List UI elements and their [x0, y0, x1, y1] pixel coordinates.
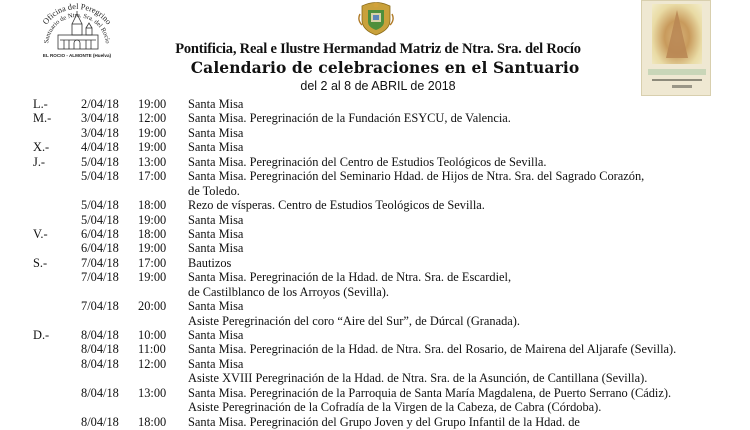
- description: Santa Misa. Peregrinación de la Parroquia de Santa María Magdalena, de Puerto Serrano (Cádiz).: [188, 385, 672, 400]
- time: 13:00: [138, 385, 167, 400]
- description: Santa Misa: [188, 226, 244, 241]
- date: 6/04/18: [81, 226, 119, 241]
- description: de Toledo.: [188, 183, 240, 198]
- description: Santa Misa. Peregrinación del Grupo Joven y del Grupo Infantil de la Hdad. de: [188, 414, 580, 429]
- calendar-title: [0, 58, 750, 77]
- svg-text:Oficina del Peregrino: Oficina del Peregrino: [40, 1, 114, 27]
- time: 17:00: [138, 169, 167, 184]
- day: L.-: [33, 97, 48, 111]
- description: Asiste Peregrinación del coro “Aire del Sur”, de Dúrcal (Granada).: [188, 313, 521, 328]
- time: 10:00: [138, 328, 167, 342]
- date: 6/04/18: [81, 241, 119, 256]
- description: Santa Misa. Peregrinación de la Hdad. de Ntra. Sra. del Rosario, de Mairena del Aljarafe (Sevilla).: [188, 342, 677, 357]
- schedule-row: [0, 328, 750, 342]
- day: D.-: [33, 328, 50, 342]
- date: 5/04/18: [81, 212, 119, 227]
- description: Asiste XVIII Peregrinación de la Hdad. de Ntra. Sra. de la Asunción, de Cantillana (Sevilla).: [188, 371, 648, 386]
- time: 12:00: [138, 111, 167, 126]
- date: 8/04/18: [81, 385, 119, 400]
- day: V.-: [33, 226, 48, 241]
- schedule-row: [0, 97, 750, 111]
- time: 20:00: [138, 299, 167, 314]
- time: 18:00: [138, 226, 167, 241]
- svg-text:EL ROCIO - ALMONTE (Huelva): EL ROCIO - ALMONTE (Huelva): [42, 53, 112, 58]
- description: Santa Misa: [188, 299, 244, 314]
- time: 19:00: [138, 125, 167, 140]
- time: 19:00: [138, 97, 167, 111]
- description: de Castilblanco de los Arroyos (Sevilla).: [188, 284, 389, 299]
- time: 13:00: [138, 154, 167, 169]
- time: 19:00: [138, 140, 167, 155]
- date: 5/04/18: [81, 169, 119, 184]
- schedule-row: [0, 357, 750, 371]
- time: 17:00: [138, 255, 167, 270]
- time: 12:00: [138, 356, 167, 371]
- time: 19:00: [138, 241, 167, 256]
- description: Santa Misa. Peregrinación de la Hdad. de Ntra. Sra. de Escardiel,: [188, 270, 512, 285]
- schedule-row: [0, 256, 750, 270]
- description: Santa Misa: [188, 241, 244, 256]
- day: M.-: [33, 111, 52, 126]
- description: Santa Misa. Peregrinación del Centro de Estudios Teológicos de Sevilla.: [188, 154, 547, 169]
- schedule-row: [0, 140, 750, 154]
- time: 19:00: [138, 270, 167, 285]
- schedule-row-note: [0, 314, 750, 328]
- schedule-row: [0, 169, 750, 183]
- date: 8/04/18: [81, 342, 119, 357]
- time: 18:00: [138, 414, 167, 429]
- schedule-row: [0, 342, 750, 356]
- hermandad-crest-icon: [357, 0, 395, 36]
- day: X.-: [33, 140, 50, 155]
- description: Santa Misa: [188, 328, 244, 342]
- date: 2/04/18: [81, 97, 119, 111]
- date-range-text: del 2 al 8 de ABRIL de 2018: [300, 79, 456, 93]
- date: 7/04/18: [81, 299, 119, 314]
- date: 3/04/18: [81, 125, 119, 140]
- svg-text:Santuario de Ntra. Sra. del Ro: Santuario de Ntra. Sra. del Rocío: [43, 11, 111, 44]
- date: 8/04/18: [81, 356, 119, 371]
- time: 19:00: [138, 212, 167, 227]
- description: Bautizos: [188, 255, 232, 270]
- date-range: [0, 79, 750, 93]
- date: 5/04/18: [81, 198, 119, 213]
- day: S.-: [33, 255, 48, 270]
- org-title-text: Pontificia, Real e Ilustre Hermandad Matriz de Ntra. Sra. del Rocío: [175, 41, 581, 57]
- schedule-row: [0, 213, 750, 227]
- description: Rezo de vísperas. Centro de Estudios Teológicos de Sevilla.: [188, 198, 485, 213]
- schedule-row: [0, 386, 750, 400]
- date: 7/04/18: [81, 270, 119, 285]
- schedule-row-note: [0, 371, 750, 385]
- date: 8/04/18: [81, 414, 119, 429]
- date: 3/04/18: [81, 111, 119, 126]
- schedule-row: [0, 241, 750, 255]
- schedule-row: [0, 198, 750, 212]
- date: 5/04/18: [81, 154, 119, 169]
- org-title: [0, 41, 750, 58]
- schedule-row: [0, 111, 750, 125]
- description: Asiste Peregrinación de la Cofradía de la Virgen de la Cabeza, de Cabra (Córdoba).: [188, 400, 602, 415]
- description: Santa Misa: [188, 97, 244, 111]
- time: 11:00: [138, 342, 166, 357]
- schedule-row: [0, 227, 750, 241]
- description: Santa Misa: [188, 356, 244, 371]
- schedule-row: [0, 299, 750, 313]
- schedule-row-continuation: [0, 285, 750, 299]
- schedule-row-note: [0, 400, 750, 414]
- schedule-list: [0, 97, 750, 429]
- description: Santa Misa. Peregrinación del Seminario Hdad. de Hijos de Ntra. Sra. del Sagrado Corazón,: [188, 169, 645, 184]
- schedule-row-continuation: [0, 184, 750, 198]
- description: Santa Misa. Peregrinación de la Fundación ESYCU, de Valencia.: [188, 111, 511, 126]
- calendar-title-text: Calendario de celebraciones en el Santuario: [190, 58, 580, 77]
- schedule-row: [0, 415, 750, 429]
- time: 18:00: [138, 198, 167, 213]
- date: 8/04/18: [81, 328, 119, 342]
- schedule-row: [0, 155, 750, 169]
- description: Santa Misa: [188, 212, 244, 227]
- schedule-row: [0, 270, 750, 284]
- date: 7/04/18: [81, 255, 119, 270]
- date: 4/04/18: [81, 140, 119, 155]
- day: J.-: [33, 154, 46, 169]
- description: Santa Misa: [188, 140, 244, 155]
- schedule-row: [0, 126, 750, 140]
- description: Santa Misa: [188, 125, 244, 140]
